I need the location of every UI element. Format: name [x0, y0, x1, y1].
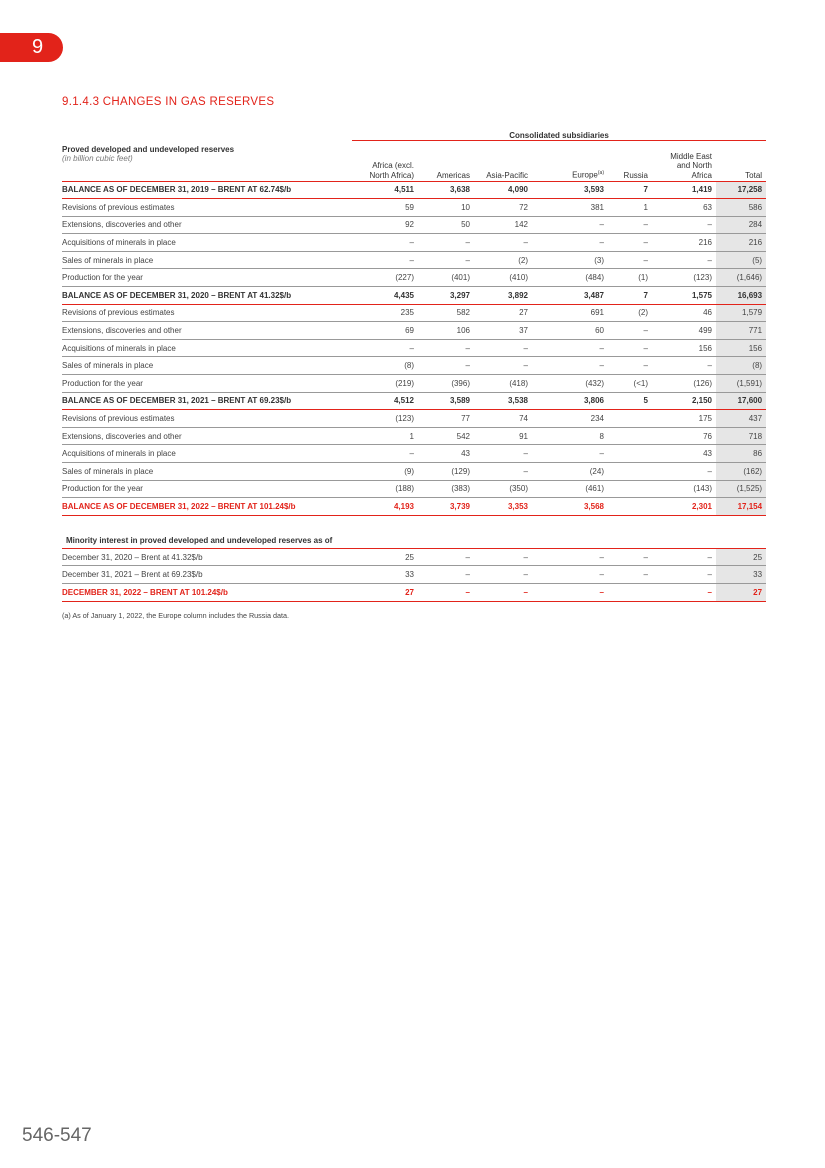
row-label: BALANCE AS OF DECEMBER 31, 2022 – BRENT AT 101.24$/b [62, 498, 352, 516]
reserves-balance-row [62, 181, 766, 199]
footnote: (a) As of January 1, 2022, the Europe column includes the Russia data. [62, 611, 289, 620]
value-cell: – [418, 339, 474, 357]
gas-reserves-table [62, 124, 766, 602]
value-cell: 60 [532, 322, 608, 340]
value-cell: 4,090 [474, 181, 532, 199]
value-cell: 27 [352, 583, 418, 601]
value-cell: – [608, 322, 652, 340]
value-cell: – [418, 548, 474, 566]
reserves-row [62, 445, 766, 463]
value-cell: (9) [352, 463, 418, 481]
minority-body [62, 548, 766, 601]
row-header [62, 141, 352, 182]
value-cell: (219) [352, 375, 418, 393]
value-cell: – [532, 566, 608, 584]
total-cell: 17,258 [716, 181, 766, 199]
value-cell: 3,538 [474, 392, 532, 410]
value-cell: 7 [608, 181, 652, 199]
value-cell: – [352, 234, 418, 252]
value-cell: – [474, 463, 532, 481]
row-label: Acquisitions of minerals in place [62, 339, 352, 357]
column-header-africa: Africa (excl. North Africa) [352, 141, 418, 182]
value-cell: 25 [352, 548, 418, 566]
value-cell: (383) [418, 480, 474, 498]
value-cell: (410) [474, 269, 532, 287]
value-cell: 91 [474, 427, 532, 445]
value-cell: – [474, 339, 532, 357]
value-cell: – [418, 583, 474, 601]
reserves-row [62, 199, 766, 217]
column-header-asia-pacific: Asia-Pacific [474, 141, 532, 182]
value-cell: 156 [652, 339, 716, 357]
reserves-row [62, 357, 766, 375]
value-cell: – [474, 583, 532, 601]
row-label: Revisions of previous estimates [62, 199, 352, 217]
value-cell: 175 [652, 410, 716, 428]
row-label: Sales of minerals in place [62, 463, 352, 481]
reserves-row [62, 463, 766, 481]
header-spacer [62, 124, 352, 141]
value-cell: 582 [418, 304, 474, 322]
value-cell: 1 [608, 199, 652, 217]
total-cell: (162) [716, 463, 766, 481]
value-cell: 43 [418, 445, 474, 463]
value-cell: – [608, 234, 652, 252]
row-label: Acquisitions of minerals in place [62, 234, 352, 252]
column-header-europe [532, 141, 608, 182]
value-cell: – [532, 216, 608, 234]
value-cell: (188) [352, 480, 418, 498]
value-cell: – [418, 234, 474, 252]
value-cell [608, 427, 652, 445]
value-cell: (<1) [608, 375, 652, 393]
value-cell: – [418, 566, 474, 584]
total-cell: 586 [716, 199, 766, 217]
value-cell: – [652, 548, 716, 566]
value-cell: 3,892 [474, 287, 532, 305]
value-cell: 3,593 [532, 181, 608, 199]
value-cell: 74 [474, 410, 532, 428]
column-header-americas: Americas [418, 141, 474, 182]
row-label: Sales of minerals in place [62, 251, 352, 269]
row-label: BALANCE AS OF DECEMBER 31, 2020 – BRENT AT 41.32$/b [62, 287, 352, 305]
row-label: Revisions of previous estimates [62, 304, 352, 322]
value-cell: – [608, 357, 652, 375]
page-number: 546-547 [22, 1125, 92, 1146]
total-cell: 718 [716, 427, 766, 445]
value-cell [608, 480, 652, 498]
row-label: Revisions of previous estimates [62, 410, 352, 428]
value-cell: 2,301 [652, 498, 716, 516]
value-cell: – [652, 216, 716, 234]
value-cell: 3,297 [418, 287, 474, 305]
total-cell: 216 [716, 234, 766, 252]
value-cell: – [608, 216, 652, 234]
value-cell: 37 [474, 322, 532, 340]
value-cell: 43 [652, 445, 716, 463]
reserves-row [62, 322, 766, 340]
reserves-row [62, 216, 766, 234]
value-cell: 3,487 [532, 287, 608, 305]
value-cell: 2,150 [652, 392, 716, 410]
value-cell: (8) [352, 357, 418, 375]
value-cell: (401) [418, 269, 474, 287]
value-cell: (432) [532, 375, 608, 393]
value-cell: 72 [474, 199, 532, 217]
minority-section [62, 515, 766, 548]
value-cell: 4,511 [352, 181, 418, 199]
total-cell: 17,600 [716, 392, 766, 410]
value-cell: – [608, 548, 652, 566]
value-cell: – [652, 357, 716, 375]
reserves-row [62, 375, 766, 393]
value-cell: – [474, 357, 532, 375]
value-cell: 142 [474, 216, 532, 234]
value-cell [608, 445, 652, 463]
value-cell: 3,806 [532, 392, 608, 410]
value-cell: – [532, 234, 608, 252]
value-cell: – [352, 251, 418, 269]
reserves-row [62, 339, 766, 357]
value-cell: 542 [418, 427, 474, 445]
minority-row [62, 548, 766, 566]
row-label: Sales of minerals in place [62, 357, 352, 375]
total-cell: (1,646) [716, 269, 766, 287]
value-cell: 4,435 [352, 287, 418, 305]
value-cell: – [474, 234, 532, 252]
total-cell: 284 [716, 216, 766, 234]
value-cell: (143) [652, 480, 716, 498]
row-label: Extensions, discoveries and other [62, 216, 352, 234]
value-cell: (350) [474, 480, 532, 498]
row-label: BALANCE AS OF DECEMBER 31, 2019 – BRENT AT 62.74$/b [62, 181, 352, 199]
minority-title: Minority interest in proved developed and undeveloped reserves as of [62, 534, 766, 549]
row-label: BALANCE AS OF DECEMBER 31, 2021 – BRENT AT 69.23$/b [62, 392, 352, 410]
value-cell: (123) [652, 269, 716, 287]
row-label: Extensions, discoveries and other [62, 427, 352, 445]
row-label: Production for the year [62, 375, 352, 393]
value-cell [608, 410, 652, 428]
reserves-body [62, 181, 766, 515]
total-cell: 33 [716, 566, 766, 584]
value-cell: 33 [352, 566, 418, 584]
value-cell: 381 [532, 199, 608, 217]
value-cell: – [652, 583, 716, 601]
value-cell [608, 498, 652, 516]
value-cell: (24) [532, 463, 608, 481]
value-cell: 4,512 [352, 392, 418, 410]
value-cell: (396) [418, 375, 474, 393]
value-cell: 46 [652, 304, 716, 322]
value-cell: 691 [532, 304, 608, 322]
total-cell: 1,579 [716, 304, 766, 322]
value-cell: 5 [608, 392, 652, 410]
value-cell: (129) [418, 463, 474, 481]
row-label: Production for the year [62, 480, 352, 498]
value-cell: (227) [352, 269, 418, 287]
value-cell: – [532, 357, 608, 375]
value-cell: 234 [532, 410, 608, 428]
value-cell: 76 [652, 427, 716, 445]
minority-row [62, 566, 766, 584]
value-cell: 3,353 [474, 498, 532, 516]
value-cell: – [532, 339, 608, 357]
value-cell: (126) [652, 375, 716, 393]
value-cell [608, 583, 652, 601]
value-cell: 4,193 [352, 498, 418, 516]
value-cell: – [652, 463, 716, 481]
column-header-russia: Russia [608, 141, 652, 182]
total-cell: 17,154 [716, 498, 766, 516]
value-cell: – [352, 445, 418, 463]
total-cell: (8) [716, 357, 766, 375]
row-label: Extensions, discoveries and other [62, 322, 352, 340]
value-cell: (123) [352, 410, 418, 428]
reserves-row [62, 427, 766, 445]
europe-label: Europe [572, 170, 598, 180]
value-cell: – [608, 339, 652, 357]
value-cell: 216 [652, 234, 716, 252]
total-cell: 771 [716, 322, 766, 340]
row-label: December 31, 2020 – Brent at 41.32$/b [62, 548, 352, 566]
value-cell: – [532, 548, 608, 566]
value-cell: 92 [352, 216, 418, 234]
value-cell: 27 [474, 304, 532, 322]
total-cell: (1,591) [716, 375, 766, 393]
chapter-tab: 9 [0, 33, 63, 62]
value-cell [608, 463, 652, 481]
value-cell: 7 [608, 287, 652, 305]
value-cell: – [652, 566, 716, 584]
total-cell: 27 [716, 583, 766, 601]
value-cell: – [532, 583, 608, 601]
value-cell: 1,575 [652, 287, 716, 305]
value-cell: – [474, 566, 532, 584]
row-header-unit: (in billion cubic feet) [62, 154, 133, 164]
value-cell: 3,589 [418, 392, 474, 410]
value-cell: – [652, 251, 716, 269]
value-cell: 63 [652, 199, 716, 217]
value-cell: (461) [532, 480, 608, 498]
value-cell: (484) [532, 269, 608, 287]
value-cell: 1 [352, 427, 418, 445]
value-cell: – [608, 566, 652, 584]
reserves-balance-row [62, 392, 766, 410]
value-cell: – [418, 251, 474, 269]
row-label: Production for the year [62, 269, 352, 287]
value-cell: 10 [418, 199, 474, 217]
total-cell: 25 [716, 548, 766, 566]
value-cell: 235 [352, 304, 418, 322]
total-cell: 437 [716, 410, 766, 428]
value-cell: (3) [532, 251, 608, 269]
value-cell: 8 [532, 427, 608, 445]
total-cell: 156 [716, 339, 766, 357]
value-cell: 106 [418, 322, 474, 340]
value-cell: (2) [474, 251, 532, 269]
value-cell: 1,419 [652, 181, 716, 199]
reserves-balance-row [62, 287, 766, 305]
value-cell: – [608, 251, 652, 269]
value-cell: (1) [608, 269, 652, 287]
total-cell: (5) [716, 251, 766, 269]
value-cell: (418) [474, 375, 532, 393]
total-cell: (1,525) [716, 480, 766, 498]
reserves-balance-row [62, 498, 766, 516]
value-cell: – [418, 357, 474, 375]
group-header: Consolidated subsidiaries [352, 124, 766, 141]
value-cell: 59 [352, 199, 418, 217]
value-cell: – [474, 445, 532, 463]
value-cell: 50 [418, 216, 474, 234]
value-cell: 3,568 [532, 498, 608, 516]
reserves-row [62, 480, 766, 498]
section-title: 9.1.4.3 CHANGES IN GAS RESERVES [62, 96, 275, 108]
row-label: Acquisitions of minerals in place [62, 445, 352, 463]
value-cell: 499 [652, 322, 716, 340]
value-cell: 69 [352, 322, 418, 340]
column-header-total: Total [716, 141, 766, 182]
value-cell: 3,739 [418, 498, 474, 516]
value-cell: 77 [418, 410, 474, 428]
row-header-title: Proved developed and undeveloped reserves [62, 144, 235, 154]
reserves-row [62, 269, 766, 287]
value-cell: – [352, 339, 418, 357]
reserves-row [62, 251, 766, 269]
row-label: December 31, 2021 – Brent at 69.23$/b [62, 566, 352, 584]
row-label: DECEMBER 31, 2022 – BRENT AT 101.24$/b [62, 583, 352, 601]
europe-note: (a) [597, 170, 604, 177]
total-cell: 86 [716, 445, 766, 463]
reserves-row [62, 304, 766, 322]
value-cell: 3,638 [418, 181, 474, 199]
value-cell: – [474, 548, 532, 566]
reserves-row [62, 410, 766, 428]
total-cell: 16,693 [716, 287, 766, 305]
value-cell: – [532, 445, 608, 463]
column-header-middle-east: Middle East and North Africa [652, 141, 716, 182]
minority-balance-row [62, 583, 766, 601]
reserves-row [62, 234, 766, 252]
value-cell: (2) [608, 304, 652, 322]
